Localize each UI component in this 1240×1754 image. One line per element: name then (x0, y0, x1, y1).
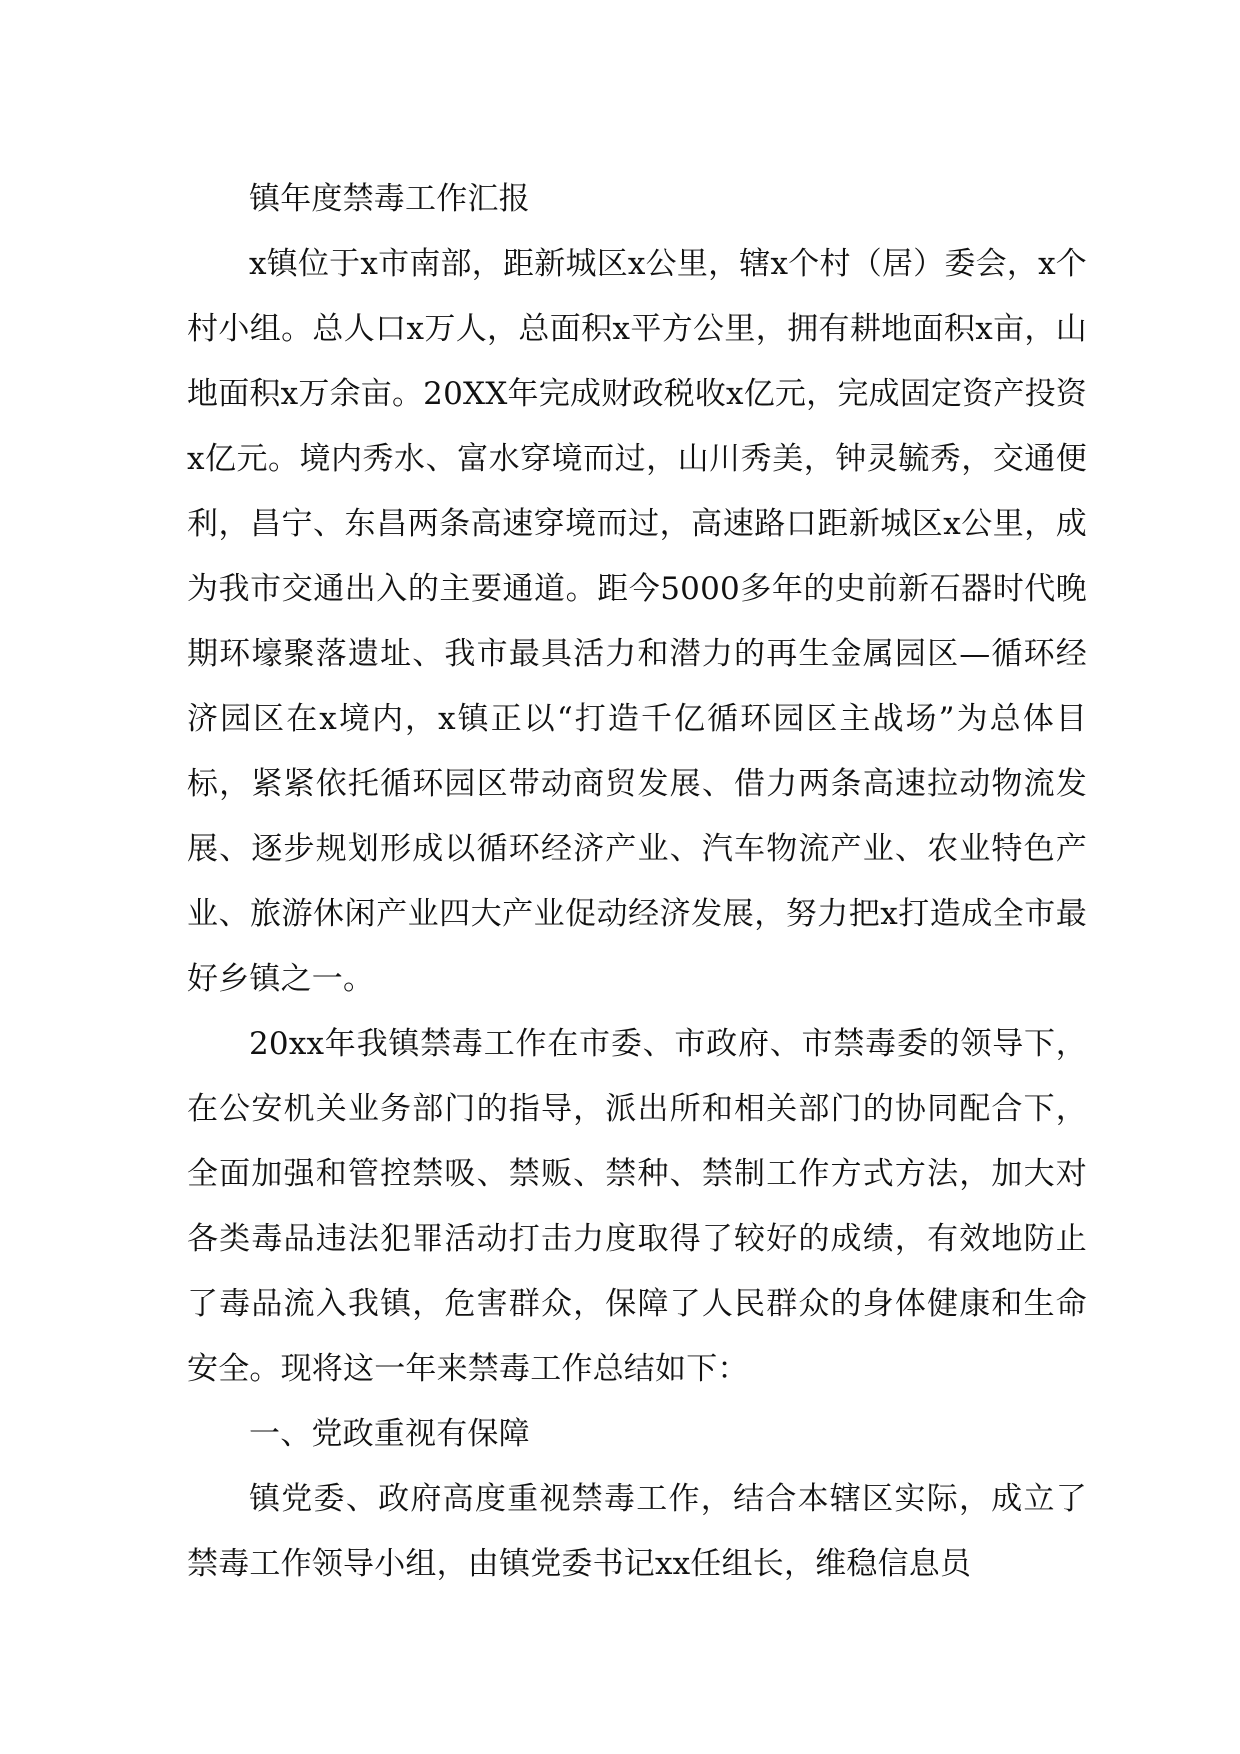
paragraph-summary: 20xx年我镇禁毒工作在市委、市政府、市禁毒委的领导下，在公安机关业务部门的指导，派出所和相关部门的协同配合下，全面加强和管控禁吸、禁贩、禁种、禁制工作方式方法，加大对各类毒品违法犯罪活动打击力度取得了较好的成绩，有效地防止了毒品流入我镇，危害群众，保障了人民群众的身体健康和生命安全。现将这一年来禁毒工作总结如下： (187, 1026, 1087, 1387)
section-heading: 一、党政重视有保障 (249, 1416, 530, 1452)
document-body (187, 167, 1087, 1597)
paragraph-overview: x镇位于x市南部，距新城区x公里，辖x个村（居）委会，x个村小组。总人口x万人，总面积x平方公里，拥有耕地面积x亩，山地面积x万余亩。20XX年完成财政税收x亿元，完成固定资产投资x亿元。境内秀水、富水穿境而过，山川秀美，钟灵毓秀，交通便利，昌宁、东昌两条高速穿境而过，高速路口距新城区x公里，成为我市交通出入的主要通道。距今5000多年的史前新石器时代晚期环壕聚落遗址、我市最具活力和潜力的再生金属园区—循环经济园区在x境内，x镇正以“打造千亿循环园区主战场”为总体目标，紧紧依托循环园区带动商贸发展、借力两条高速拉动物流发展、逐步规划形成以循环经济产业、汽车物流产业、农业特色产业、旅游休闲产业四大产业促动经济发展，努力把x打造成全市最好乡镇之一。 (187, 246, 1087, 997)
section-paragraph: 镇党委、政府高度重视禁毒工作，结合本辖区实际，成立了禁毒工作领导小组，由镇党委书记xx任组长，维稳信息员 (187, 1481, 1087, 1582)
document-title: 镇年度禁毒工作汇报 (249, 181, 530, 217)
